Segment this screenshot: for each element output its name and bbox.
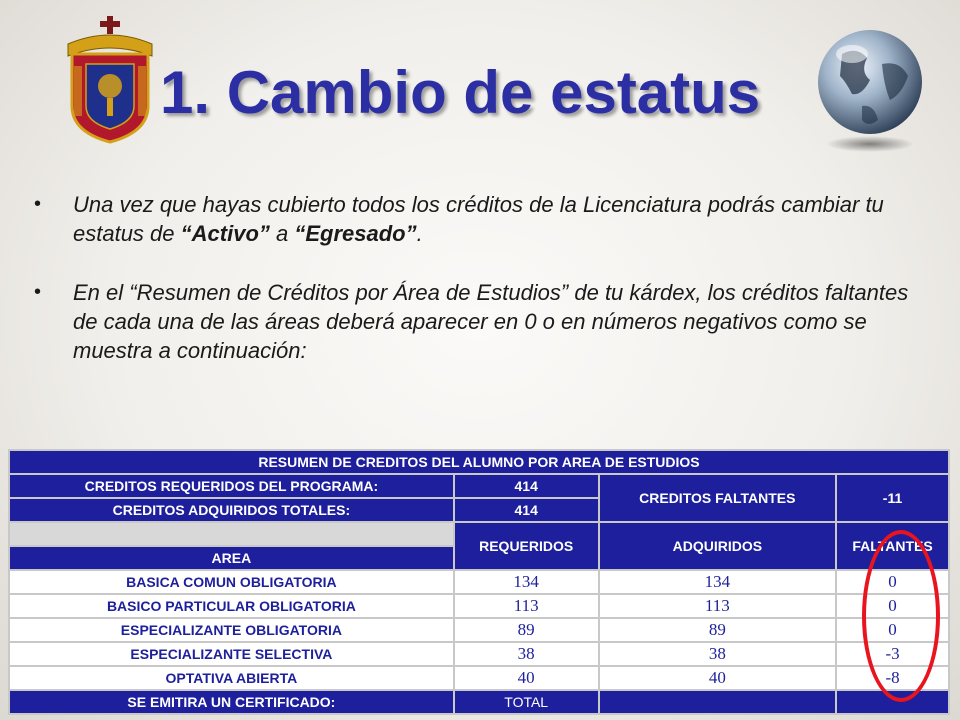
row-requeridos: 89 [454, 618, 599, 642]
col-header-area: AREA [9, 546, 454, 570]
col-header-requeridos: REQUERIDOS [454, 522, 599, 570]
blank-cell [9, 522, 454, 546]
row-faltantes: -8 [836, 666, 949, 690]
credits-summary-table [8, 449, 950, 714]
row-adquiridos: 113 [599, 594, 836, 618]
col-header-faltantes: FALTANTES [836, 522, 949, 570]
footer-total: TOTAL [454, 690, 599, 714]
requeridos-label: CREDITOS REQUERIDOS DEL PROGRAMA: [9, 474, 454, 498]
row-adquiridos: 40 [599, 666, 836, 690]
adquiridos-label: CREDITOS ADQUIRIDOS TOTALES: [9, 498, 454, 522]
table-title: RESUMEN DE CREDITOS DEL ALUMNO POR AREA DE ESTUDIOS [9, 450, 949, 474]
table-row [9, 666, 949, 690]
bullet-text: Una vez que hayas cubierto todos los créditos de la Licenciatura podrás cambiar tu estatus de “Activo” a “Egresado”. [73, 192, 884, 246]
row-faltantes: 0 [836, 570, 949, 594]
row-faltantes: 0 [836, 594, 949, 618]
row-area: ESPECIALIZANTE SELECTIVA [9, 642, 454, 666]
faltantes-label: CREDITOS FALTANTES [599, 474, 836, 522]
bullet-item-resumen [30, 278, 935, 365]
row-requeridos: 113 [454, 594, 599, 618]
table-row [9, 642, 949, 666]
col-header-adquiridos: ADQUIRIDOS [599, 522, 836, 570]
bullet-item-status [30, 190, 935, 248]
footer-blank [599, 690, 836, 714]
bullet-dot: • [34, 193, 42, 215]
row-adquiridos: 89 [599, 618, 836, 642]
row-adquiridos: 134 [599, 570, 836, 594]
bullet-text: En el “Resumen de Créditos por Área de Estudios” de tu kárdex, los créditos faltantes de cada una de las áreas deberá aparecer en 0 o en números negativos como se muestra a continuación: [73, 280, 909, 363]
footer-label: SE EMITIRA UN CERTIFICADO: [9, 690, 454, 714]
university-crest-icon [60, 14, 160, 146]
bullet-dot: • [34, 281, 42, 303]
row-faltantes: 0 [836, 618, 949, 642]
slide-title: 1. Cambio de estatus [160, 59, 761, 126]
faltantes-value: -11 [836, 474, 949, 522]
requeridos-value: 414 [454, 474, 599, 498]
globe-icon [812, 24, 928, 156]
row-requeridos: 40 [454, 666, 599, 690]
row-area: OPTATIVA ABIERTA [9, 666, 454, 690]
row-area: BASICO PARTICULAR OBLIGATORIA [9, 594, 454, 618]
row-requeridos: 134 [454, 570, 599, 594]
row-faltantes: -3 [836, 642, 949, 666]
table-row [9, 594, 949, 618]
table-row [9, 570, 949, 594]
row-adquiridos: 38 [599, 642, 836, 666]
row-area: BASICA COMUN OBLIGATORIA [9, 570, 454, 594]
row-requeridos: 38 [454, 642, 599, 666]
table-row [9, 618, 949, 642]
row-area: ESPECIALIZANTE OBLIGATORIA [9, 618, 454, 642]
adquiridos-value: 414 [454, 498, 599, 522]
bullet-list [30, 190, 935, 395]
highlight-ellipse [862, 530, 940, 702]
